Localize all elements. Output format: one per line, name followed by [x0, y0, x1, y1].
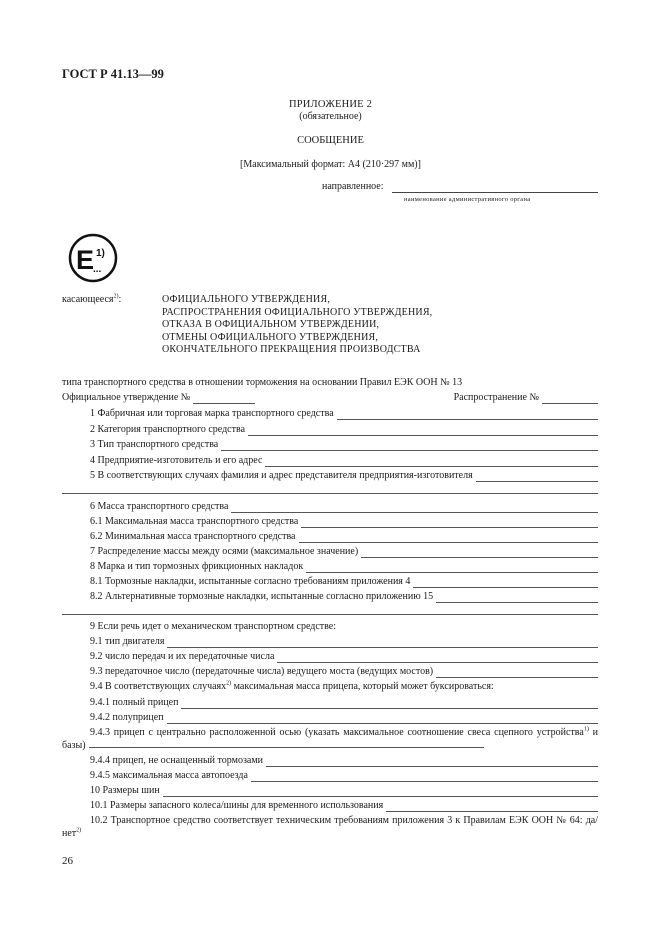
authority-note: наименование административного органа — [404, 196, 531, 203]
concerning-list — [162, 294, 432, 357]
directed-label: направленное: — [322, 181, 384, 192]
annex-note: (обязательное) — [299, 111, 362, 122]
form-item-6-1: 6.1 Максимальная масса транспортного средства — [90, 516, 598, 528]
form-field[interactable] — [163, 787, 598, 797]
e-mark-letter: E — [76, 245, 95, 275]
form-field-extra[interactable] — [62, 614, 598, 615]
form-item-1: 1 Фабричная или торговая марка транспортного средства — [90, 408, 598, 420]
concerning-item: ОКОНЧАТЕЛЬНОГО ПРЕКРАЩЕНИЯ ПРОИЗВОДСТВА — [162, 344, 421, 355]
form-field[interactable] — [337, 410, 598, 420]
form-field[interactable] — [301, 518, 598, 528]
format-note: [Максимальный формат: А4 (210·297 мм)] — [240, 159, 421, 170]
form-item-9-4-4: 9.4.4 прицеп, не оснащенный тормозами — [90, 755, 598, 767]
form-item-9: 9 Если речь идет о механическом транспортном средстве: — [90, 621, 337, 632]
approval-label: Официальное утверждение № — [62, 392, 191, 403]
document-header: ГОСТ Р 41.13—99 — [62, 67, 164, 81]
form-field[interactable] — [231, 503, 598, 513]
form-item-4: 4 Предприятие-изготовитель и его адрес — [90, 455, 598, 467]
form-item-8-1: 8.1 Тормозные накладки, испытанные согласно требованиям приложения 4 — [90, 576, 598, 588]
form-item-6-2: 6.2 Минимальная масса транспортного средства — [90, 531, 598, 543]
form-field[interactable] — [436, 593, 598, 603]
form-item-8-2: 8.2 Альтернативные тормозные накладки, испытанные согласно приложению 15 — [90, 591, 598, 603]
form-item-9-4-3: 9.4.3 прицеп с центрально расположенной осью (указать максимальное соотношение свеса сцепного устройства$^{1)}$ и базы) — [62, 726, 598, 751]
form-field[interactable] — [167, 714, 598, 724]
form-field[interactable] — [89, 739, 484, 748]
form-item-9-1: 9.1 тип двигателя — [90, 636, 598, 648]
form-field[interactable] — [251, 772, 598, 782]
form-field[interactable] — [306, 563, 598, 573]
e-mark-dots: ... — [93, 264, 102, 275]
form-item-3: 3 Тип транспортного средства — [90, 439, 598, 451]
form-item-7: 7 Распределение массы между осями (максимальное значение) — [90, 546, 598, 558]
form-field[interactable] — [436, 668, 598, 678]
concerning-item: РАСПРОСТРАНЕНИЯ ОФИЦИАЛЬНОГО УТВЕРЖДЕНИЯ, — [162, 306, 433, 318]
form-item-9-2: 9.2 число передач и их передаточные числа — [90, 651, 598, 663]
form-field[interactable] — [277, 653, 598, 663]
form-item-10-1: 10.1 Размеры запасного колеса/шины для временного использования — [90, 800, 598, 812]
form-item-10: 10 Размеры шин — [90, 785, 598, 797]
extension-label: Распространение № — [453, 392, 539, 403]
form-item-6: 6 Масса транспортного средства — [90, 501, 598, 513]
annex-title: ПРИЛОЖЕНИЕ 2 — [288, 99, 373, 110]
form-item-9-3: 9.3 передаточное число (передаточные числа) ведущего моста (ведущих мостов) — [90, 666, 598, 678]
form-item-9-4-1: 9.4.1 полный прицеп — [90, 697, 598, 709]
form-item-9-4-5: 9.4.5 максимальная масса автопоезда — [90, 770, 598, 782]
concerning-item: ОТМЕНЫ ОФИЦИАЛЬНОГО УТВЕРЖДЕНИЯ, — [162, 331, 379, 343]
form-field[interactable] — [413, 578, 598, 588]
form-item-8: 8 Марка и тип тормозных фрикционных накладок — [90, 561, 598, 573]
form-field[interactable] — [221, 441, 598, 451]
form-field[interactable] — [181, 699, 598, 709]
form-field[interactable] — [361, 548, 598, 558]
e-mark-icon — [62, 232, 124, 284]
form-field[interactable] — [299, 533, 599, 543]
form-field-extra[interactable] — [62, 493, 598, 494]
form-item-9-4-2: 9.4.2 полуприцеп — [90, 712, 598, 724]
form-field[interactable] — [248, 426, 598, 436]
form-item-2: 2 Категория транспортного средства — [90, 424, 598, 436]
form-field[interactable] — [386, 802, 598, 812]
e-mark-sup: 1) — [96, 248, 105, 259]
approval-field[interactable] — [193, 394, 255, 404]
authority-line — [392, 192, 598, 193]
document-title: СООБЩЕНИЕ — [297, 135, 364, 146]
approval-row — [62, 392, 598, 404]
page-number: 26 — [62, 855, 73, 867]
form-field[interactable] — [265, 457, 598, 467]
form-item-10-2: 10.2 Транспортное средство соответствует техническим требованиям приложения 3 к Правилам ЕЭК ООН № 64: да/нет$^{2)}$ — [62, 815, 598, 839]
form-field[interactable] — [167, 638, 598, 648]
intro-text: типа транспортного средства в отношении торможения на основании Правил ЕЭК ООН № 13 — [62, 377, 463, 388]
form-field[interactable] — [266, 757, 598, 767]
form-field[interactable] — [476, 472, 598, 482]
concerning-item: ОТКАЗА В ОФИЦИАЛЬНОМ УТВЕРЖДЕНИИ, — [162, 319, 380, 330]
form-item-5: 5 В соответствующих случаях фамилия и адрес представителя предприятия-изготовителя — [90, 470, 598, 482]
concerning-item: ОФИЦИАЛЬНОГО УТВЕРЖДЕНИЯ, — [162, 294, 331, 305]
concerning-label: касающееся$^{2)}$: — [62, 293, 122, 305]
form-item-9-4: 9.4 В соответствующих случаях$^{2)}$ максимальная масса прицепа, который может буксироваться: — [90, 680, 494, 692]
extension-field[interactable] — [542, 394, 598, 404]
